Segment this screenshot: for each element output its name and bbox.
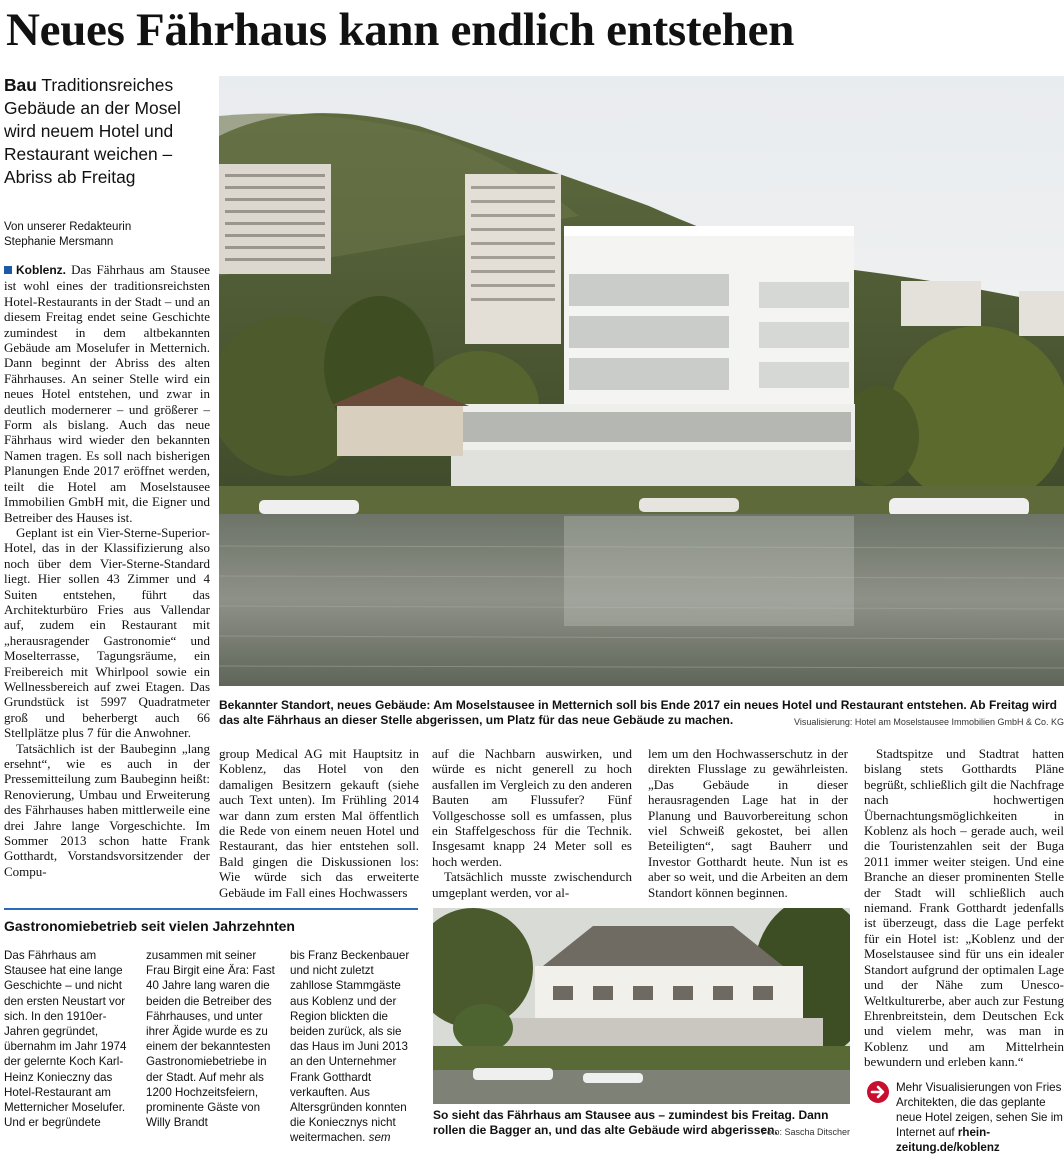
old-ferry-house-image xyxy=(433,908,850,1104)
box-text: bis Franz Beckenbauer und nicht zuletzt zahllose Stammgäste aus Koblenz und der Region blickten die beiden zurück, als sie das Haus im Juni 2013 an den Unternehmer Frank Gotthardt verkauften. Aus Altersgründen konnten die Koniecznys nicht weitermachen. xyxy=(290,949,410,1145)
article-column-2 xyxy=(219,746,419,900)
article-paragraph: Tatsächlich ist der Baubeginn „lang ersehnt“, wie es auch in der Pressemitteilung zum Baubeginn heißt: Renovierung, Umbau und Erweiterung des Fährhauses haben mittlerweile eine drei Jahre lange Vorgeschichte. Im Sommer 2013 schon hatte Frank Gotthardt, Vorstandsvorsitzender der Compu- xyxy=(4,740,210,879)
box-title: Gastronomiebetrieb seit vielen Jahrzehnten xyxy=(4,918,295,934)
box-top-rule xyxy=(4,908,418,910)
teaser-text: Traditionsreiches Gebäude an der Mosel wird neuem Hotel und Restaurant weichen – Abriss ab Freitag xyxy=(4,75,181,187)
online-hint xyxy=(896,1080,1064,1155)
hotel-visualization-image xyxy=(219,76,1064,686)
main-photo xyxy=(219,76,1064,686)
teaser-kicker: Bau xyxy=(4,75,37,95)
article-paragraph: auf die Nachbarn auswirken, und würde es nicht generell zu hoch ausfallen im Vergleich zu den anderen Bauten am Flussufer? Fünf Vollgeschosse soll es umfassen, plus ein Staffelgeschoss für die Technik. Insgesamt knapp 24 Meter soll es hoch werden. xyxy=(432,746,632,869)
article-paragraph: Geplant ist ein Vier-Sterne-Superior-Hotel, das in der Klassifizierung also noch über dem Vier-Sterne-Standard liegt. Hier sollen 43 Zimmer und 4 Suiten entstehen, führt das Architekturbüro Fries aus Vallendar auf, zudem ein Restaurant mit „herausragender Gastronomie“ und Moselterrasse, Tagungsräume, ein Freibereich mit Whirlpool sowie ein Wellnessbereich auf zwei Etagen. Das Grundstück ist 5997 Quadratmeter groß und beherbergt auch 66 Stellplätze plus 7 für die Anwohner. xyxy=(4,524,210,741)
box-column-2 xyxy=(146,948,276,1130)
second-photo xyxy=(433,908,850,1104)
article-location: Koblenz. xyxy=(16,263,66,277)
second-photo-credit: Foto: Sascha Ditscher xyxy=(761,1127,850,1137)
article-text: Das Fährhaus am Stausee ist wohl eines der traditionsreichsten Hotel-Restaurants in der Stadt – und an diesem Freitag endet seine Geschichte zumindest in dem altbekannten Gebäude am Moselufer in Metternich. Dann beginnt der Abriss des alten Fährhauses. An seiner Stelle wird ein neues Hotel entstehen, und zwar in deutlich modernerer – und größerer – Form als bislang. Auch das neue Fährhaus wird wieder den bekannten Namen tragen. Es soll nach bisherigen Planungen Ende 2017 eröffnet werden, teilt die Hotel am Moselstausee Immobilien GmbH mit, die Eigner und Betreiber des Hauses ist. xyxy=(4,262,211,525)
article-column-1 xyxy=(4,262,210,879)
online-hint-icon xyxy=(866,1080,890,1104)
box-column-1 xyxy=(4,948,130,1130)
article-paragraph: Stadtspitze und Stadtrat hatten bislang stets Gotthardts Pläne begrüßt, schließlich gilt die Nachfrage nach hochwertigen Übernachtungsmöglichkeiten in Koblenz als hoch – gerade auch, weil die Touristenzahlen seit der Buga 2011 immer weiter steigen. Und eine Branche an dieser prominenten Stelle der Stadt will schließlich auch niemand. Frank Gotthardt jedenfalls ist überzeugt, dass die Lage perfekt für ein Hotel ist: „Koblenz und der Moselstausee sind für uns ein idealer Standort aufgrund der optimalen Lage und der Nähe zum Unesco-Weltkulturerbe, aber auch zur Festung Ehrenbreitstein, dem Deutschen Eck und vielem mehr, was man in Koblenz und am Mittelrhein bewundern und erleben kann.“ xyxy=(864,746,1064,1070)
byline-author: Stephanie Mersmann xyxy=(4,236,114,248)
location-marker-icon xyxy=(4,266,12,274)
byline-role: Von unserer Redakteurin xyxy=(4,221,132,233)
box-text: Das Fährhaus am Stausee hat eine lange Geschichte – und nicht den ersten Neustart vor sich. In den 1910er-Jahren gegründet, übernahm im Jahr 1974 der gelernte Koch Karl-Heinz Konieczny das Hotel-Restaurant am Metternicher Moselufer. Und er begründete xyxy=(4,949,127,1130)
article-paragraph: Tatsächlich musste zwischendurch umgeplant werden, vor al- xyxy=(432,869,632,900)
teaser xyxy=(4,74,204,189)
main-photo-caption: Bekannter Standort, neues Gebäude: Am Moselstausee in Metternich soll bis Ende 2017 ein neues Hotel und Restaurant entstehen. Ab Freitag wird das alte Fährhaus an dieser Stelle abgerissen, um Platz für das neue Gebäude zu machen. xyxy=(219,698,1057,727)
article-paragraph xyxy=(4,262,210,525)
online-hint-link[interactable]: rhein-zeitung.de/koblenz xyxy=(896,1126,1000,1154)
article-column-4 xyxy=(648,746,848,900)
article-column-3 xyxy=(432,746,632,900)
article-column-5 xyxy=(864,746,1064,1070)
box-text: zusammen mit seiner Frau Birgit eine Ära: Fast 40 Jahre lang waren die beiden die Betreiber des Fährhauses, und unter ihrer Ägide wurde es zu einem der bekanntesten Gastronomiebetriebe in der Stadt. Auf mehr als 1200 Hochzeitsfeiern, prominente Gäste von Willy Brandt xyxy=(146,949,275,1130)
online-hint-text: Mehr Visualisierungen von Fries Architekten, die das geplante neue Hotel zeigen, sehen Sie im Internet auf xyxy=(896,1081,1063,1139)
article-paragraph: lem um den Hochwasserschutz in der direkten Flusslage zu gewährleisten. „Das Gebäude in dieser herausragenden Lage hat in der Planung und Bauvorbereitung schon viel Schweiß gekostet, bei allen Beteiligten“, sagt Bauherr und Investor Gotthardt heute. Nun ist es aber so weit, und die Arbeiten an dem Standort können beginnen. xyxy=(648,746,848,900)
article-paragraph: group Medical AG mit Hauptsitz in Koblenz, das Hotel von den damaligen Besitzern gekauft (siehe auch Text unten). Im Frühling 2014 war dann zum ersten Mal öffentlich die Rede von einem neuen Hotel und Restaurant, das hier entstehen soll. Bald gingen die Diskussionen los: Wie würde sich das erweiterte Gebäude im Fall eines Hochwassers xyxy=(219,746,419,900)
box-author: sem xyxy=(368,1131,391,1145)
byline xyxy=(4,220,209,250)
main-photo-credit: Visualisierung: Hotel am Moselstausee Immobilien GmbH & Co. KG xyxy=(794,717,1064,727)
box-column-3 xyxy=(290,948,418,1146)
second-photo-caption: So sieht das Fährhaus am Stausee aus – zumindest bis Freitag. Dann rollen die Bagger an, und das alte Gebäude wird abgerissen. xyxy=(433,1108,829,1137)
headline: Neues Fährhaus kann endlich entstehen xyxy=(6,4,795,56)
